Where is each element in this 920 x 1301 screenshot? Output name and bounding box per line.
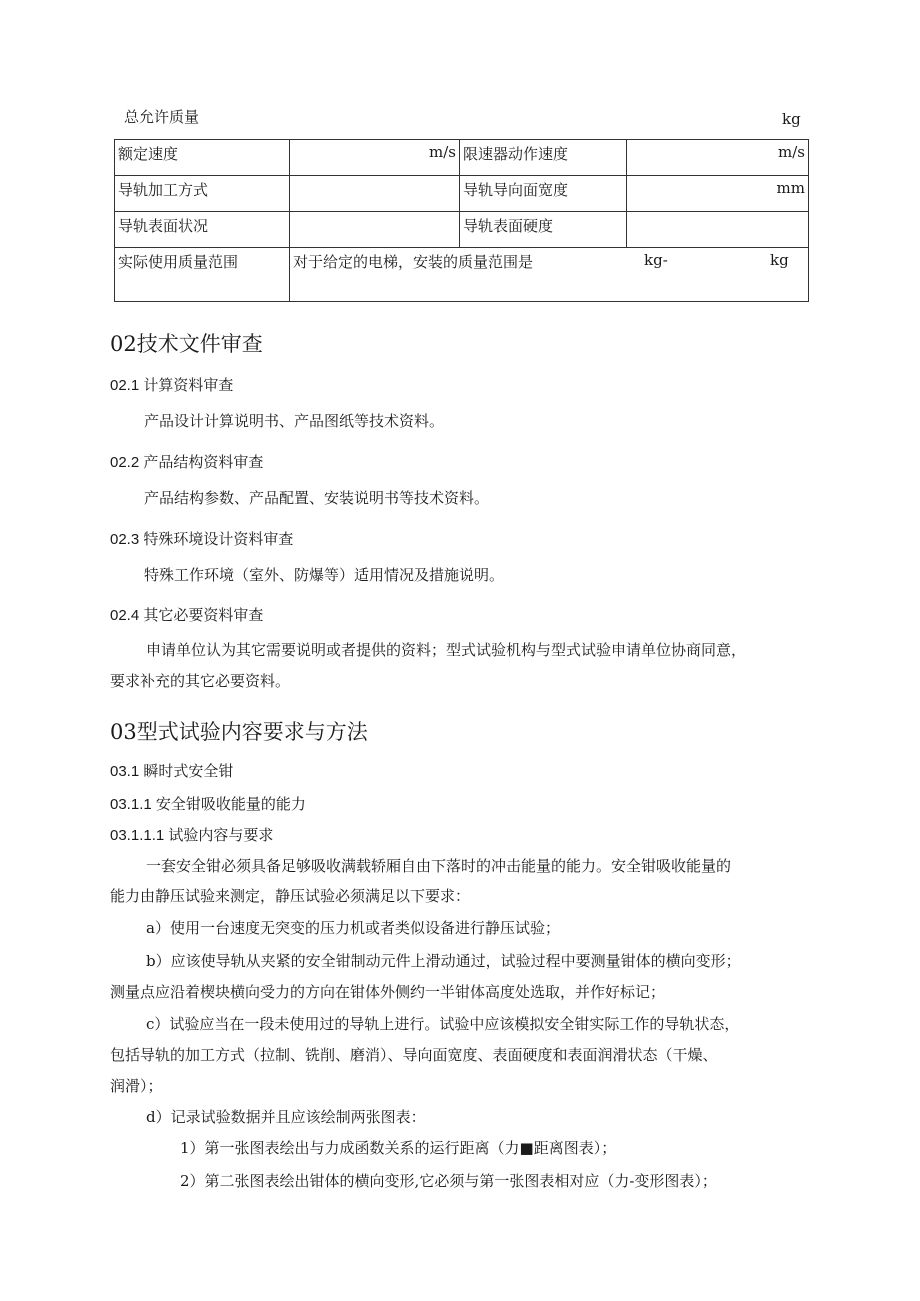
table-cell-label: 导轨表面硬度	[460, 212, 627, 248]
table-cell-label: 额定速度	[115, 140, 290, 176]
list-item-b-line2: 测量点应沿着楔块横向受力的方向在钳体外侧约一半钳体高度处选取，并作好标记；	[110, 983, 666, 1001]
section-02-3-heading: 02.3 特殊环境设计资料审查	[110, 531, 294, 548]
list-item-b-line1: b）应该使导轨从夹紧的安全钳制动元件上滑动通过，试验过程中要测量钳体的横向变形；	[146, 952, 741, 970]
paragraph-line: 一套安全钳必须具备足够吸收满载轿厢自由下落时的冲击能量的能力。安全钳吸收能量的	[146, 857, 732, 875]
total-mass-unit: kg	[782, 110, 801, 128]
paragraph-line: 能力由静压试验来测定，静压试验必须满足以下要求：	[110, 887, 471, 905]
table-cell-label: 导轨加工方式	[115, 176, 290, 212]
spec-table	[114, 139, 809, 302]
table-cell-unit	[627, 212, 809, 248]
section-02-4-heading: 02.4 其它必要资料审查	[110, 607, 264, 624]
list-item-c-line1: c）试验应当在一段未使用过的导轨上进行。试验中应该模拟安全钳实际工作的导轨状态，	[146, 1015, 740, 1033]
mass-range-unit-max: kg	[770, 251, 789, 269]
table-row	[115, 212, 809, 248]
table-cell-unit: m/s	[627, 140, 809, 176]
section-02-2-heading: 02.2 产品结构资料审查	[110, 454, 264, 471]
list-item-d-2: 2）第二张图表绘出钳体的横向变形,它必须与第一张图表相对应（力-变形图表）；	[180, 1172, 717, 1190]
table-cell-unit: m/s	[290, 140, 460, 176]
section-02-4-text-line2: 要求补充的其它必要资料。	[110, 672, 291, 690]
mass-range-text: 对于给定的电梯，安装的质量范围是	[293, 253, 534, 271]
section-02-1-heading: 02.1 计算资料审查	[110, 377, 234, 394]
section-02-1-text: 产品设计计算说明书、产品图纸等技术资料。	[144, 412, 445, 430]
section-02-heading: 02技术文件审查	[110, 332, 263, 356]
table-cell-unit: mm	[627, 176, 809, 212]
mass-range-cell	[290, 248, 809, 302]
table-cell-label: 限速器动作速度	[460, 140, 627, 176]
section-02-3-text: 特殊工作环境（室外、防爆等）适用情况及措施说明。	[144, 566, 505, 584]
table-cell-label: 导轨导向面宽度	[460, 176, 627, 212]
table-cell-unit	[290, 176, 460, 212]
total-mass-label: 总允许质量	[124, 108, 200, 126]
table-row	[115, 248, 809, 302]
mass-range-unit-min: kg-	[644, 251, 668, 269]
section-02-4-text-line1: 申请单位认为其它需要说明或者提供的资料；型式试验机构与型式试验申请单位协商同意，	[146, 641, 747, 659]
list-item-c-line2: 包括导轨的加工方式（拉制、铣削、磨消）、导向面宽度、表面硬度和表面润滑状态（干燥、	[110, 1046, 718, 1064]
section-03-heading: 03型式试验内容要求与方法	[110, 720, 368, 744]
list-item-d: d）记录试验数据并且应该绘制两张图表：	[146, 1108, 426, 1126]
table-cell-label: 实际使用质量范围	[115, 248, 290, 302]
list-item-d-1: 1）第一张图表绘出与力成函数关系的运行距离（力■距离图表）；	[180, 1139, 617, 1157]
list-item-a: a）使用一台速度无突变的压力机或者类似设备进行静压试验；	[146, 919, 560, 937]
section-03-1-1-1-heading: 03.1.1.1 试验内容与要求	[110, 827, 274, 844]
table-row	[115, 176, 809, 212]
section-03-1-1-heading: 03.1.1 安全钳吸收能量的能力	[110, 796, 306, 813]
table-row	[115, 140, 809, 176]
table-cell-label: 导轨表面状况	[115, 212, 290, 248]
list-item-c-line3: 润滑）；	[110, 1077, 163, 1095]
table-cell-unit	[290, 212, 460, 248]
section-02-2-text: 产品结构参数、产品配置、安装说明书等技术资料。	[144, 489, 490, 507]
section-03-1-heading: 03.1 瞬时式安全钳	[110, 763, 234, 780]
